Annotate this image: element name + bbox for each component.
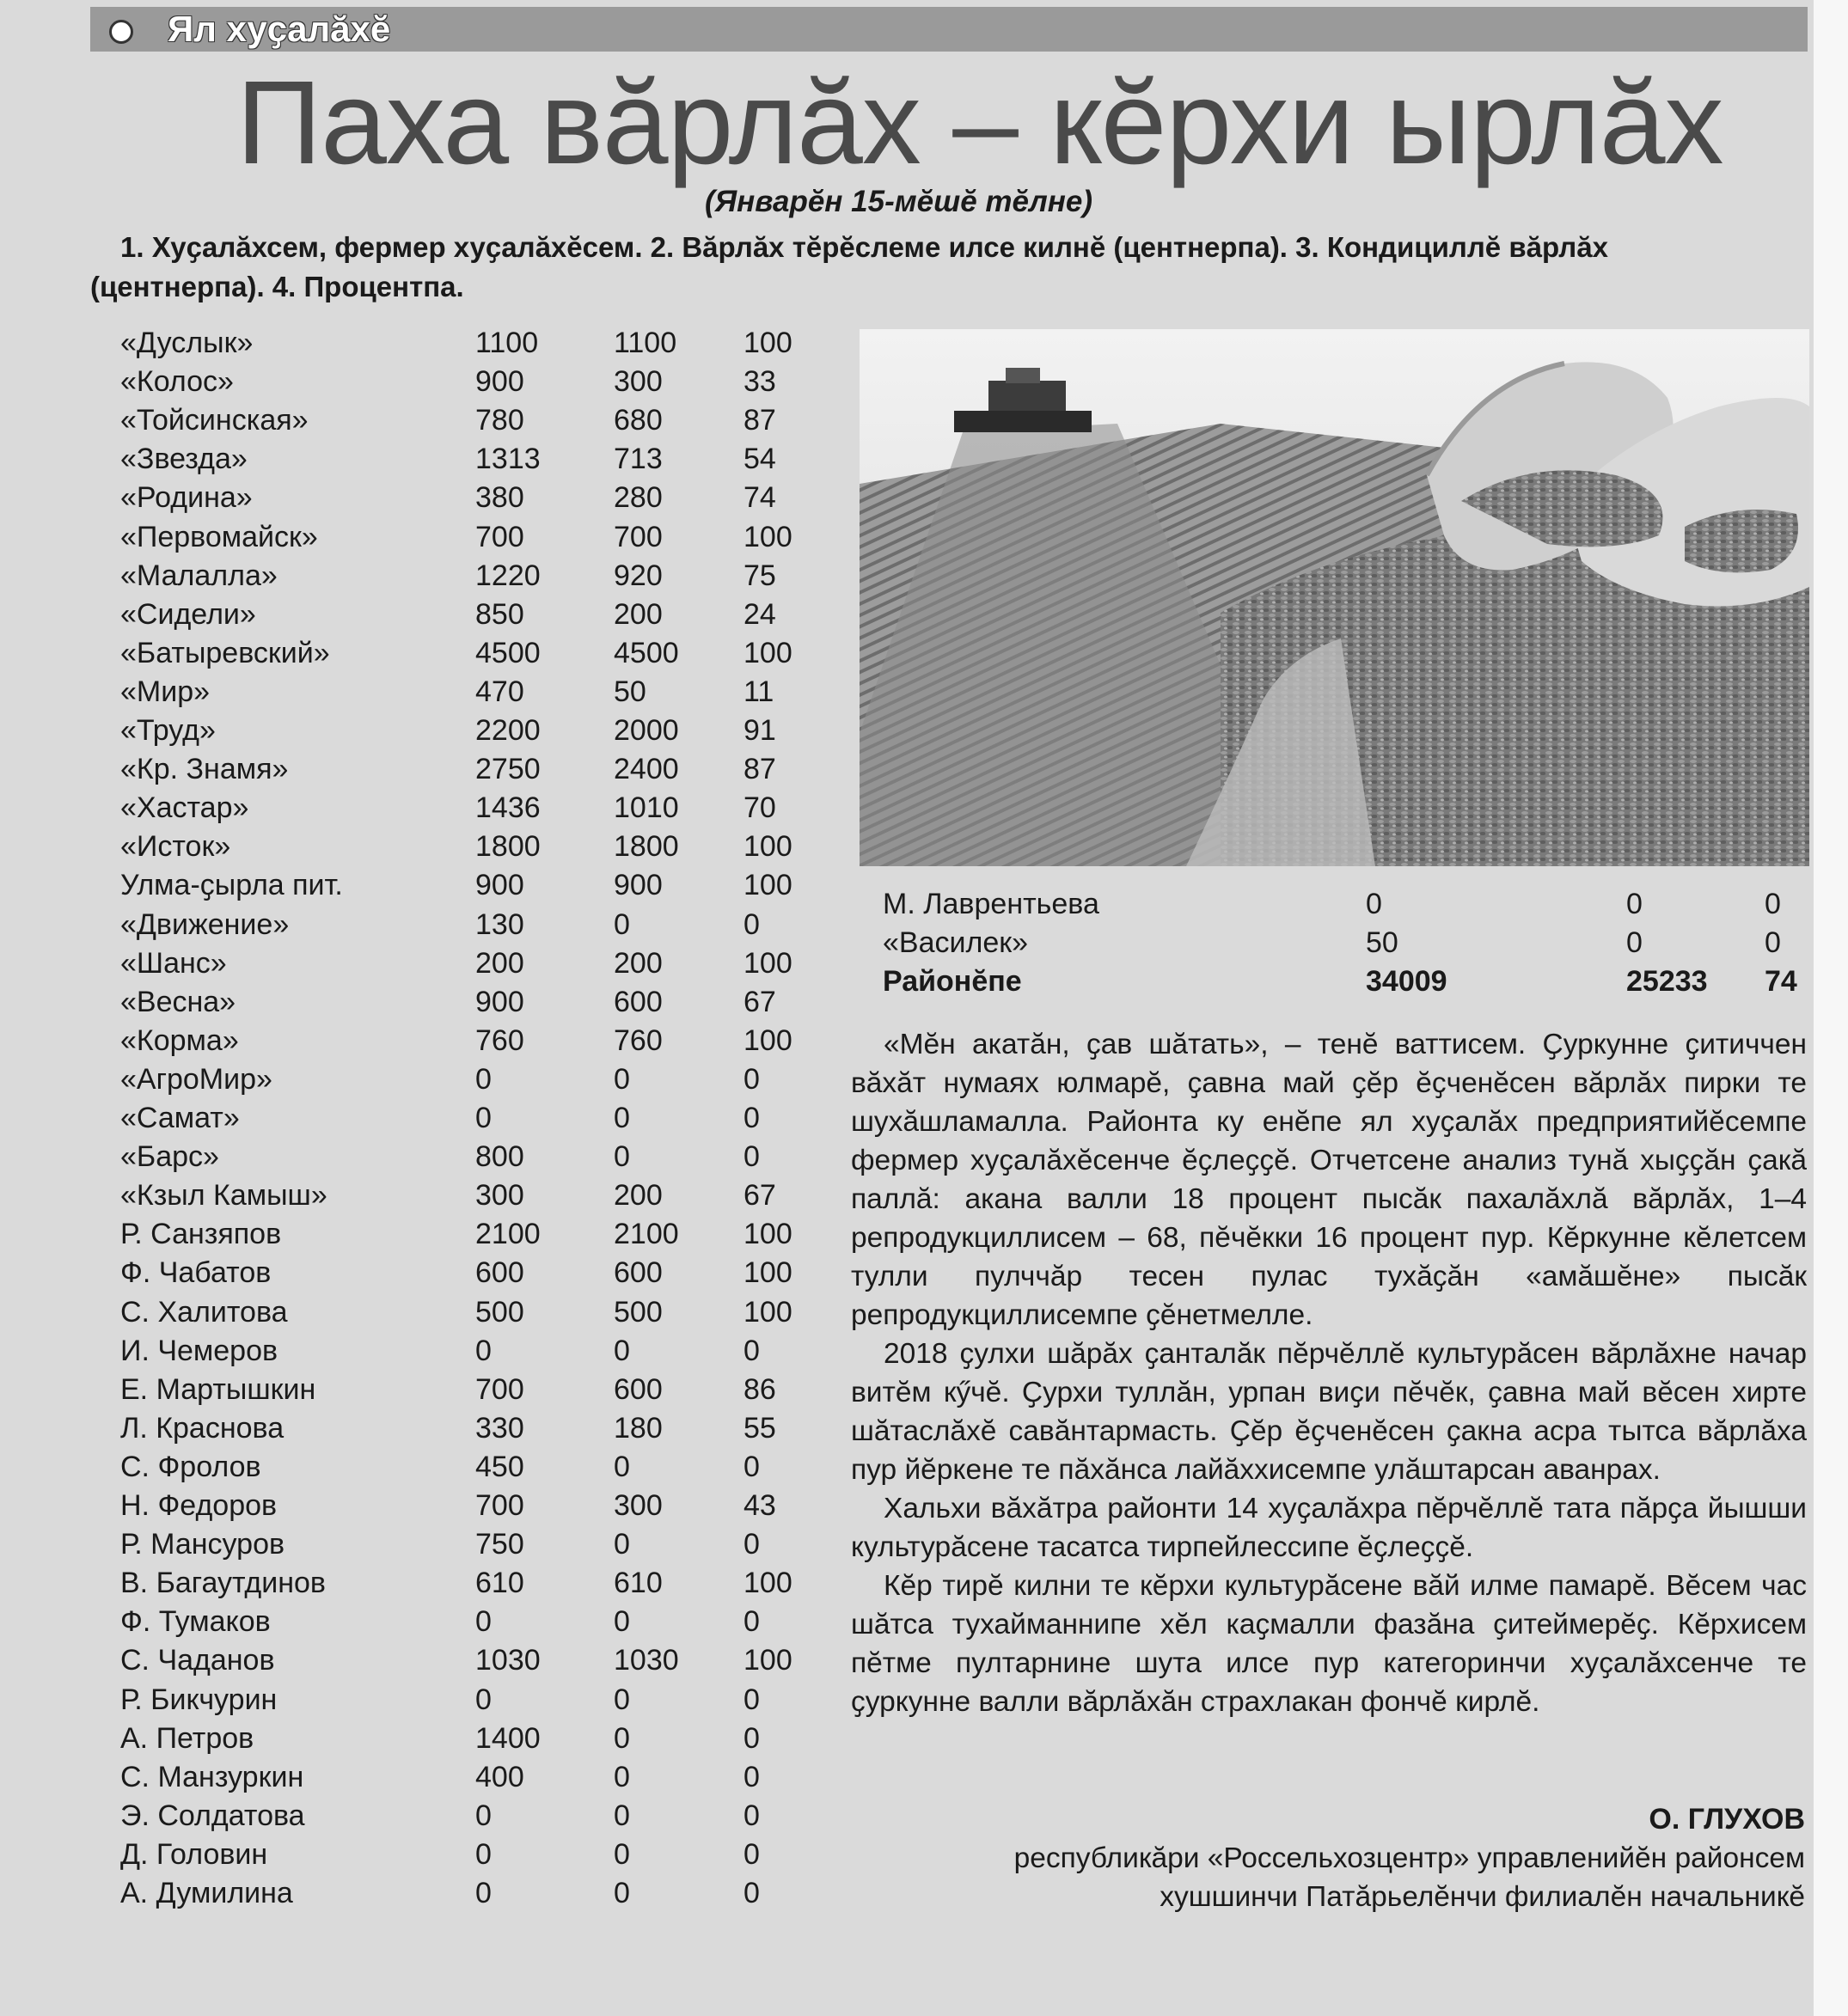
farm-value-b: 0 [614, 1721, 630, 1755]
farm-value-c: 75 [743, 559, 776, 592]
farm-name: «Батыревский» [120, 636, 330, 669]
farm-value-c: 0 [743, 1450, 760, 1483]
farm-value-c: 70 [743, 791, 776, 825]
farm-value-c: 11 [743, 675, 774, 708]
farm-value-b: 920 [614, 559, 663, 592]
farm-value-c: 33 [743, 365, 776, 399]
farm-value-a: 1100 [475, 327, 539, 359]
farm-value-b: 0 [614, 1837, 630, 1871]
farm-name: Д. Головин [120, 1837, 268, 1871]
farm-value-a: 1400 [475, 1721, 541, 1755]
farm-value-c: 91 [743, 714, 776, 747]
farm-value-b: 50 [614, 675, 646, 708]
article-paragraph: 2018 ҫулхи шӑрӑх ҫанталӑк пӗрчӗллӗ культурӑсен вӑрлӑхне начар витӗм кӳчӗ. Ҫурхи туллӑн, урпан виҫи пӗчӗк, ҫавна май вӗсен хирте шӑтаслӑхӗ савӑнтармасть. Ҫӗр ӗҫченӗсен ҫакна асра тытса вӑрлӑха пур йӗркене те пӑхӑнса лайӑххисемпе улӑштарсан аванрах. [851, 1338, 1807, 1486]
farm-value-b: 2100 [614, 1218, 679, 1251]
farm-value-a: 610 [475, 1567, 524, 1600]
farm-value-c: 54 [743, 443, 776, 476]
farm-value-a: 0 [475, 1683, 492, 1716]
author-name: О. ГЛУХОВ [1649, 1803, 1805, 1836]
farm-value-a: 470 [475, 675, 524, 708]
farm-value-b: 0 [614, 1760, 630, 1793]
farm-value-b: 25233 [1626, 965, 1708, 998]
farm-value-a: 760 [475, 1023, 524, 1057]
farm-value-c: 100 [743, 1256, 792, 1290]
farm-value-b: 280 [614, 481, 663, 515]
farm-name: М. Лаврентьева [883, 888, 1099, 920]
farm-value-c: 0 [743, 1760, 760, 1793]
farm-value-a: 700 [475, 1372, 524, 1406]
farm-value-b: 0 [1626, 888, 1643, 920]
farm-value-a: 330 [475, 1411, 524, 1445]
farm-value-c: 67 [743, 985, 776, 1018]
section-rubric [90, 7, 1808, 52]
farm-name: «Барс» [120, 1140, 219, 1174]
farm-value-c: 55 [743, 1411, 776, 1445]
farm-value-a: 0 [475, 1605, 492, 1639]
farm-value-a: 2100 [475, 1218, 541, 1251]
farm-value-c: 100 [743, 1295, 792, 1329]
farm-value-a: 900 [475, 365, 524, 399]
farm-value-c: 0 [1765, 926, 1781, 959]
farm-name: «Весна» [120, 985, 236, 1018]
farm-value-c: 0 [743, 1837, 760, 1871]
farm-value-b: 0 [614, 1877, 630, 1909]
farm-value-b: 200 [614, 597, 663, 631]
farm-value-a: 780 [475, 404, 524, 437]
farm-value-a: 0 [475, 1062, 492, 1096]
farm-value-b: 1010 [614, 791, 679, 825]
farm-value-c: 0 [743, 1102, 760, 1134]
farm-value-c: 0 [743, 1721, 760, 1755]
farm-name: «Хастар» [120, 791, 249, 825]
subtitle: (Январӗн 15-мӗшӗ тӗлне) [705, 185, 1093, 218]
farm-name: А. Петров [120, 1721, 254, 1755]
farm-name: Ф. Тумаков [120, 1605, 271, 1639]
bullet-icon [109, 20, 133, 44]
farm-value-b: 2000 [614, 714, 679, 747]
farm-value-b: 600 [614, 1372, 663, 1406]
farm-name: Районӗпе [883, 965, 1022, 998]
farm-name: С. Манзуркин [120, 1760, 304, 1793]
farm-value-c: 100 [743, 520, 792, 553]
farm-value-b: 1800 [614, 830, 679, 864]
farm-name: «Первомайск» [120, 520, 318, 553]
farm-name: «Кзыл Камыш» [120, 1179, 327, 1213]
farm-value-a: 800 [475, 1140, 524, 1174]
farm-value-a: 2200 [475, 714, 541, 747]
farm-value-a: 450 [475, 1450, 524, 1483]
farm-value-b: 713 [614, 443, 663, 476]
farm-name: Р. Мансуров [120, 1528, 285, 1561]
farm-value-a: 130 [475, 907, 524, 941]
farm-value-a: 2750 [475, 753, 541, 786]
farm-value-b: 680 [614, 404, 663, 437]
farm-name: Ф. Чабатов [120, 1256, 272, 1290]
farm-value-c: 74 [1765, 965, 1797, 998]
farm-value-c: 0 [743, 1334, 760, 1367]
farm-name: «Колос» [120, 365, 234, 399]
farm-name: Улма-ҫырла пит. [120, 869, 343, 902]
farm-value-c: 43 [743, 1489, 776, 1522]
farm-name: «Родина» [120, 481, 253, 515]
farm-name: И. Чемеров [120, 1334, 278, 1367]
farm-name: «АгроМир» [120, 1062, 272, 1096]
farm-value-b: 0 [614, 1334, 630, 1367]
page-edge [1814, 0, 1848, 2016]
farm-value-b: 0 [614, 1102, 630, 1134]
farm-value-b: 2400 [614, 753, 679, 786]
farm-name: Н. Федоров [120, 1489, 278, 1522]
farm-value-b: 0 [614, 1528, 630, 1561]
author-title-line-1: республикӑри «Россельхозцентр» управленийӗн районсем [1013, 1842, 1805, 1874]
photo-illustration [860, 329, 1809, 866]
farm-name: «Самат» [120, 1102, 240, 1134]
rubric-title: Ял хуҫалӑхӗ [168, 9, 391, 49]
farm-value-c: 24 [743, 597, 776, 631]
farm-value-b: 300 [614, 365, 663, 399]
farm-value-a: 0 [1366, 888, 1382, 920]
farm-value-b: 760 [614, 1023, 663, 1057]
farm-name: «Дуслык» [120, 327, 254, 359]
farm-value-b: 600 [614, 1256, 663, 1290]
farm-value-c: 100 [743, 327, 792, 359]
farm-value-a: 0 [475, 1837, 492, 1871]
farm-value-b: 200 [614, 946, 663, 980]
farm-value-c: 100 [743, 946, 792, 980]
farm-value-a: 600 [475, 1256, 524, 1290]
farm-name: «Кр. Знамя» [120, 753, 289, 786]
farm-value-c: 100 [743, 830, 792, 864]
farm-value-c: 86 [743, 1372, 776, 1406]
farm-value-a: 0 [475, 1799, 492, 1832]
grain-harvest-photo [860, 329, 1809, 866]
farm-name: С. Халитова [120, 1295, 288, 1329]
farm-name: «Шанс» [120, 946, 227, 980]
farm-name: Э. Солдатова [120, 1799, 305, 1832]
farm-value-a: 300 [475, 1179, 524, 1213]
legend-line-1: 1. Хуҫалӑхсем, фермер хуҫалӑхӗсем. 2. Вӑрлӑх тӗрӗслеме илсе килнӗ (центнерпа). 3. Кондициллӗ вӑрлӑх [120, 231, 1608, 263]
farm-value-a: 380 [475, 481, 524, 515]
farm-value-c: 0 [743, 1140, 760, 1174]
farm-value-a: 1220 [475, 559, 541, 592]
farm-value-b: 4500 [614, 636, 679, 669]
farm-value-c: 0 [743, 1605, 760, 1639]
farm-value-c: 100 [743, 1644, 792, 1677]
farm-value-a: 1030 [475, 1644, 541, 1677]
farm-value-a: 1436 [475, 791, 541, 825]
farm-name: «Сидели» [120, 597, 256, 631]
farm-value-a: 0 [475, 1877, 492, 1909]
farm-name: В. Багаутдинов [120, 1567, 326, 1600]
farm-value-c: 74 [743, 481, 776, 515]
farm-value-a: 900 [475, 985, 524, 1018]
farm-value-a: 0 [475, 1334, 492, 1367]
headline: Паха вӑрлӑх – кӗрхи ырлӑх [236, 57, 1723, 189]
farm-value-a: 400 [475, 1760, 524, 1793]
farm-name: «Движение» [120, 907, 290, 941]
farm-value-b: 0 [614, 1450, 630, 1483]
article-body [851, 1025, 1807, 1721]
farm-value-c: 87 [743, 753, 776, 786]
farm-name: Р. Санзяпов [120, 1218, 282, 1251]
farm-value-b: 0 [1626, 926, 1643, 959]
farm-value-a: 900 [475, 869, 524, 902]
farm-value-a: 700 [475, 1489, 524, 1522]
farm-value-b: 0 [614, 1799, 630, 1832]
farm-value-c: 0 [743, 1683, 760, 1716]
legend-line-2: (центнерпа). 4. Процентпа. [90, 271, 464, 302]
farm-name: «Труд» [120, 714, 216, 747]
farm-value-a: 500 [475, 1295, 524, 1329]
farm-value-c: 0 [743, 1799, 760, 1832]
farm-value-b: 0 [614, 907, 630, 941]
farm-value-b: 0 [614, 1605, 630, 1639]
farm-value-c: 0 [743, 1528, 760, 1561]
farm-name: А. Думилина [120, 1877, 293, 1909]
farm-name: «Малалла» [120, 559, 278, 592]
farm-value-b: 900 [614, 869, 663, 902]
farm-name: С. Фролов [120, 1450, 261, 1483]
farm-value-b: 700 [614, 520, 663, 553]
article-paragraph: «Мӗн акатӑн, ҫав шӑтать», – тенӗ ваттисем. Ҫуркунне ҫитиччен вӑхӑт нумаях юлмарӗ, ҫавна май ҫӗр ӗҫченӗсен вӑрлӑх пирки те шухӑшламалла. Районта ку енӗпе ял хуҫалӑх предприятийӗсемпе фермер хуҫалӑхӗсенче ӗҫлеҫҫӗ. Отчетсене анализ тунӑ хыҫҫӑн ҫакӑ паллӑ: акана валли 18 процент пысӑк пахалӑхлӑ вӑрлӑх, 1–4 репродукциллисем – 68, пӗчӗкки 16 процент пур. Кӗркунне кӗлетсем тулли пулччӑр тесен пулас тухӑҫӑн «амӑшӗне» пысӑк репродукциллисемпе ҫӗнетмелле. [851, 1029, 1807, 1331]
farm-value-b: 0 [614, 1140, 630, 1174]
author-title [860, 1839, 1805, 1916]
farm-value-c: 0 [1765, 888, 1781, 920]
farm-value-a: 1313 [475, 443, 541, 476]
article-paragraph: Хальхи вӑхӑтра районти 14 хуҫалӑхра пӗрчӗллӗ тата пӑрҫа йышши культурӑсене тасатса тирпейлессипе ӗҫлеҫҫӗ. [851, 1493, 1807, 1563]
farm-value-c: 100 [743, 636, 792, 669]
farm-value-c: 100 [743, 1218, 792, 1251]
farm-value-b: 500 [614, 1295, 663, 1329]
farm-value-c: 0 [743, 907, 760, 941]
article-paragraph: Кӗр тиpӗ килни те кӗрхи культурӑсене вӑй илме памарӗ. Вӗсем час шӑтса тухайманнипе хӗл каҫмалли фазӑна ҫитеймерӗҫ. Кӗрхисем пӗтме пултарнине шута илсе пур категоринчи хуҫалӑхсенче те ҫуркунне валли вӑрлӑхӑн страхлакан фончӗ кирлӗ. [851, 1570, 1807, 1718]
farm-value-b: 300 [614, 1489, 663, 1522]
farm-name: С. Чаданов [120, 1644, 275, 1677]
farm-value-a: 700 [475, 520, 524, 553]
farm-value-b: 200 [614, 1179, 663, 1213]
farm-name: «Мир» [120, 675, 211, 708]
table-legend [90, 228, 1809, 307]
farm-name: Е. Мартышкин [120, 1372, 316, 1406]
farm-value-a: 4500 [475, 636, 541, 669]
farm-value-b: 1100 [614, 327, 677, 359]
farm-value-b: 180 [614, 1411, 663, 1445]
farm-value-c: 87 [743, 404, 776, 437]
farm-value-b: 0 [614, 1062, 630, 1096]
farm-value-b: 610 [614, 1567, 663, 1600]
farm-value-b: 600 [614, 985, 663, 1018]
farm-value-b: 0 [614, 1683, 630, 1716]
farm-value-a: 50 [1366, 926, 1398, 959]
farm-name: «Звезда» [120, 443, 248, 476]
farm-value-c: 100 [743, 1567, 792, 1600]
farm-value-a: 750 [475, 1528, 524, 1561]
farm-name: «Тойсинская» [120, 404, 309, 437]
farm-value-a: 850 [475, 597, 524, 631]
author-title-line-2: хушшинчи Патӑрьелӗнчи филиалӗн начальникӗ [1160, 1881, 1805, 1913]
farm-name: «Исток» [120, 830, 231, 864]
farm-name: Л. Краснова [120, 1411, 285, 1445]
farm-value-c: 100 [743, 1023, 792, 1057]
farm-value-a: 1800 [475, 830, 541, 864]
farm-value-b: 1030 [614, 1644, 679, 1677]
farm-name: «Василек» [883, 926, 1029, 959]
farm-value-c: 100 [743, 869, 792, 902]
farm-name: Р. Бикчурин [120, 1683, 278, 1716]
farm-value-a: 34009 [1366, 965, 1447, 998]
farm-value-c: 0 [743, 1062, 760, 1096]
farm-value-c: 0 [743, 1877, 760, 1909]
farm-value-a: 200 [475, 946, 524, 980]
farm-name: «Корма» [120, 1023, 239, 1057]
farm-value-a: 0 [475, 1102, 492, 1134]
farm-value-c: 67 [743, 1179, 776, 1213]
